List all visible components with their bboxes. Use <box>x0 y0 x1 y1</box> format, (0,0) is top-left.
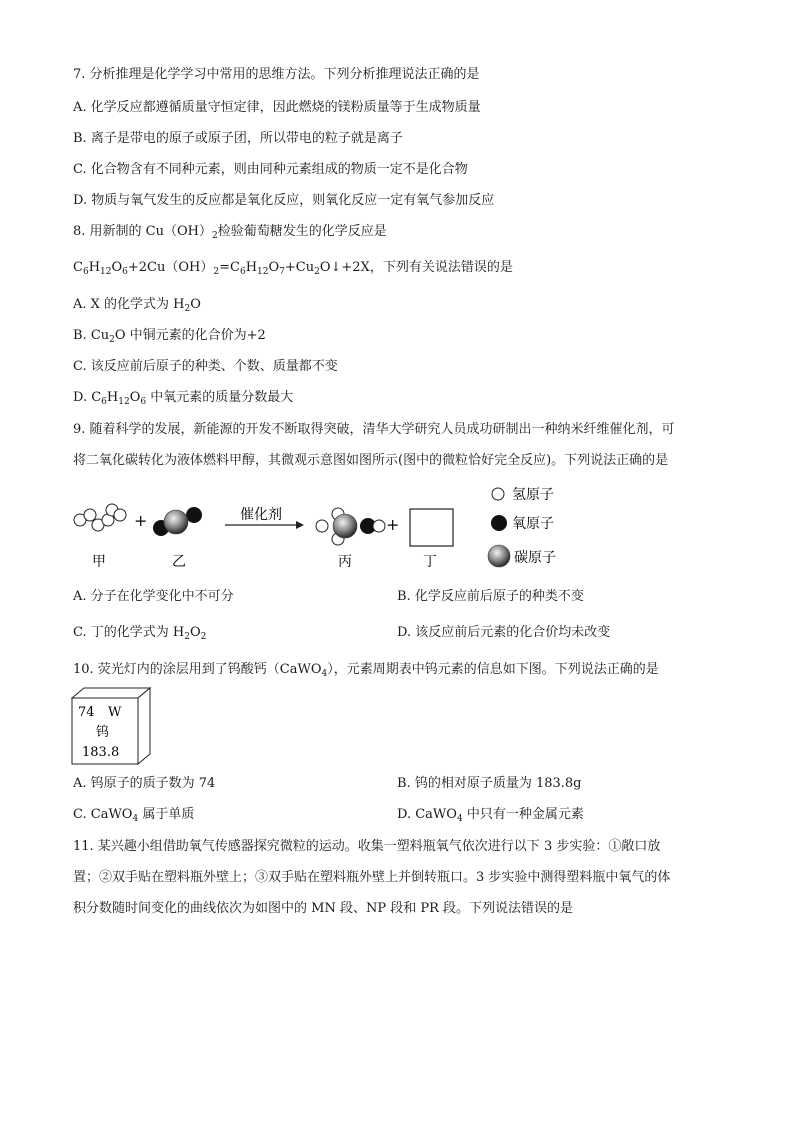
q7-option-c: C. 化合物含有不同种元素，则由同种元素组成的物质一定不是化合物 <box>73 162 468 177</box>
legend-oxygen-icon <box>491 515 507 531</box>
q10-stem: 10. 荧光灯内的涂层用到了钨酸钙（CaWO$_4$），元素周期表中钨元素的信息如下图。下列说法正确的是 <box>73 662 659 679</box>
plus-sign-1: + <box>134 511 148 530</box>
q11-stem-line1: 11. 某兴趣小组借助氧气传感器探究微粒的运动。收集一塑料瓶氧气依次进行以下 3 步实验：①敞口放 <box>73 839 661 854</box>
q8-option-c: C. 该反应前后原子的种类、个数、质量都不变 <box>73 359 338 374</box>
label-ding: 丁 <box>423 554 437 570</box>
q9-option-c: C. 丁的化学式为 $H_2O_2$ <box>73 625 207 642</box>
tile-atomic-mass: 183.8 <box>82 745 120 760</box>
q9-option-b: B. 化学反应前后原子的种类不变 <box>397 589 584 604</box>
product-bing-molecule <box>316 508 385 545</box>
legend-oxygen-label: 氧原子 <box>512 516 554 532</box>
q10-option-d: D. CaWO$_4$ 中只有一种金属元素 <box>397 807 584 824</box>
q7-stem: 7. 分析推理是化学学习中常用的思维方法。下列分析推理说法正确的是 <box>73 67 480 82</box>
q8-option-d: D. $C_6H_{12}O_6$ 中氧元素的质量分数最大 <box>73 390 294 407</box>
product-ding-box <box>410 509 453 546</box>
q8-equation: $C_6H_{12}O_6+2Cu(OH)_2=C_6H_{12}O_7+Cu_2O↓+2X$，下列有关说法错误的是 <box>73 260 513 277</box>
arrow-head <box>296 521 304 529</box>
legend-carbon-icon <box>488 545 510 567</box>
q9-stem-line1: 9. 随着科学的发展，新能源的开发不断取得突破，清华大学研究人员成功研制出一种纳米纤维催化剂，可 <box>73 422 675 437</box>
tile-atomic-number: 74 <box>78 705 95 720</box>
q8-stem: 8. 用新制的 $Cu(OH)_2$检验葡萄糖发生的化学反应是 <box>73 224 387 241</box>
q9-option-d: D. 该反应前后元素的化合价均未改变 <box>397 625 611 640</box>
catalyst-label: 催化剂 <box>240 507 282 523</box>
q10-option-b: B. 钨的相对原子质量为 183.8g <box>397 776 582 791</box>
q7-option-b: B. 离子是带电的原子或原子团，所以带电的粒子就是离子 <box>73 131 403 146</box>
legend-carbon-label: 碳原子 <box>514 550 556 566</box>
label-jia: 甲 <box>92 554 106 570</box>
label-yi: 乙 <box>172 554 186 570</box>
q11-stem-line2: 置；②双手贴在塑料瓶外壁上；③双手贴在塑料瓶外壁上并倒转瓶口。3 步实验中测得塑料瓶中氧气的体 <box>73 870 671 885</box>
q8-option-b: B. $Cu_2O$ 中铜元素的化合价为+2 <box>73 328 266 345</box>
q8-option-a: A. X 的化学式为 $H_2O$ <box>73 297 201 314</box>
tile-symbol: W <box>108 705 122 720</box>
q10-option-a: A. 钨原子的质子数为 74 <box>73 776 216 791</box>
legend-hydrogen-icon <box>492 488 504 500</box>
reaction-diagram <box>60 482 580 577</box>
reactant-yi-molecule <box>153 507 202 536</box>
plus-sign-2: + <box>386 515 400 534</box>
q9-option-a: A. 分子在化学变化中不可分 <box>73 589 234 604</box>
q7-option-d: D. 物质与氧气发生的反应都是氧化反应，则氧化反应一定有氧气参加反应 <box>73 193 495 208</box>
q9-stem-line2: 将二氧化碳转化为液体燃料甲醇，其微观示意图如图所示(图中的微粒恰好完全反应)。下列说法正确的是 <box>73 453 669 468</box>
q10-option-c: C. CaWO$_4$ 属于单质 <box>73 807 195 824</box>
tungsten-element-tile <box>70 686 160 768</box>
legend-hydrogen-label: 氢原子 <box>512 487 554 503</box>
q11-stem-line3: 积分数随时间变化的曲线依次为如图中的 MN 段、NP 段和 PR 段。下列说法错误的是 <box>73 901 574 916</box>
reactant-jia-molecules <box>74 504 126 531</box>
label-bing: 丙 <box>338 554 352 570</box>
q7-option-a: A. 化学反应都遵循质量守恒定律，因此燃烧的镁粉质量等于生成物质量 <box>73 100 481 115</box>
tile-element-name: 钨 <box>96 725 110 740</box>
legend <box>488 487 556 567</box>
